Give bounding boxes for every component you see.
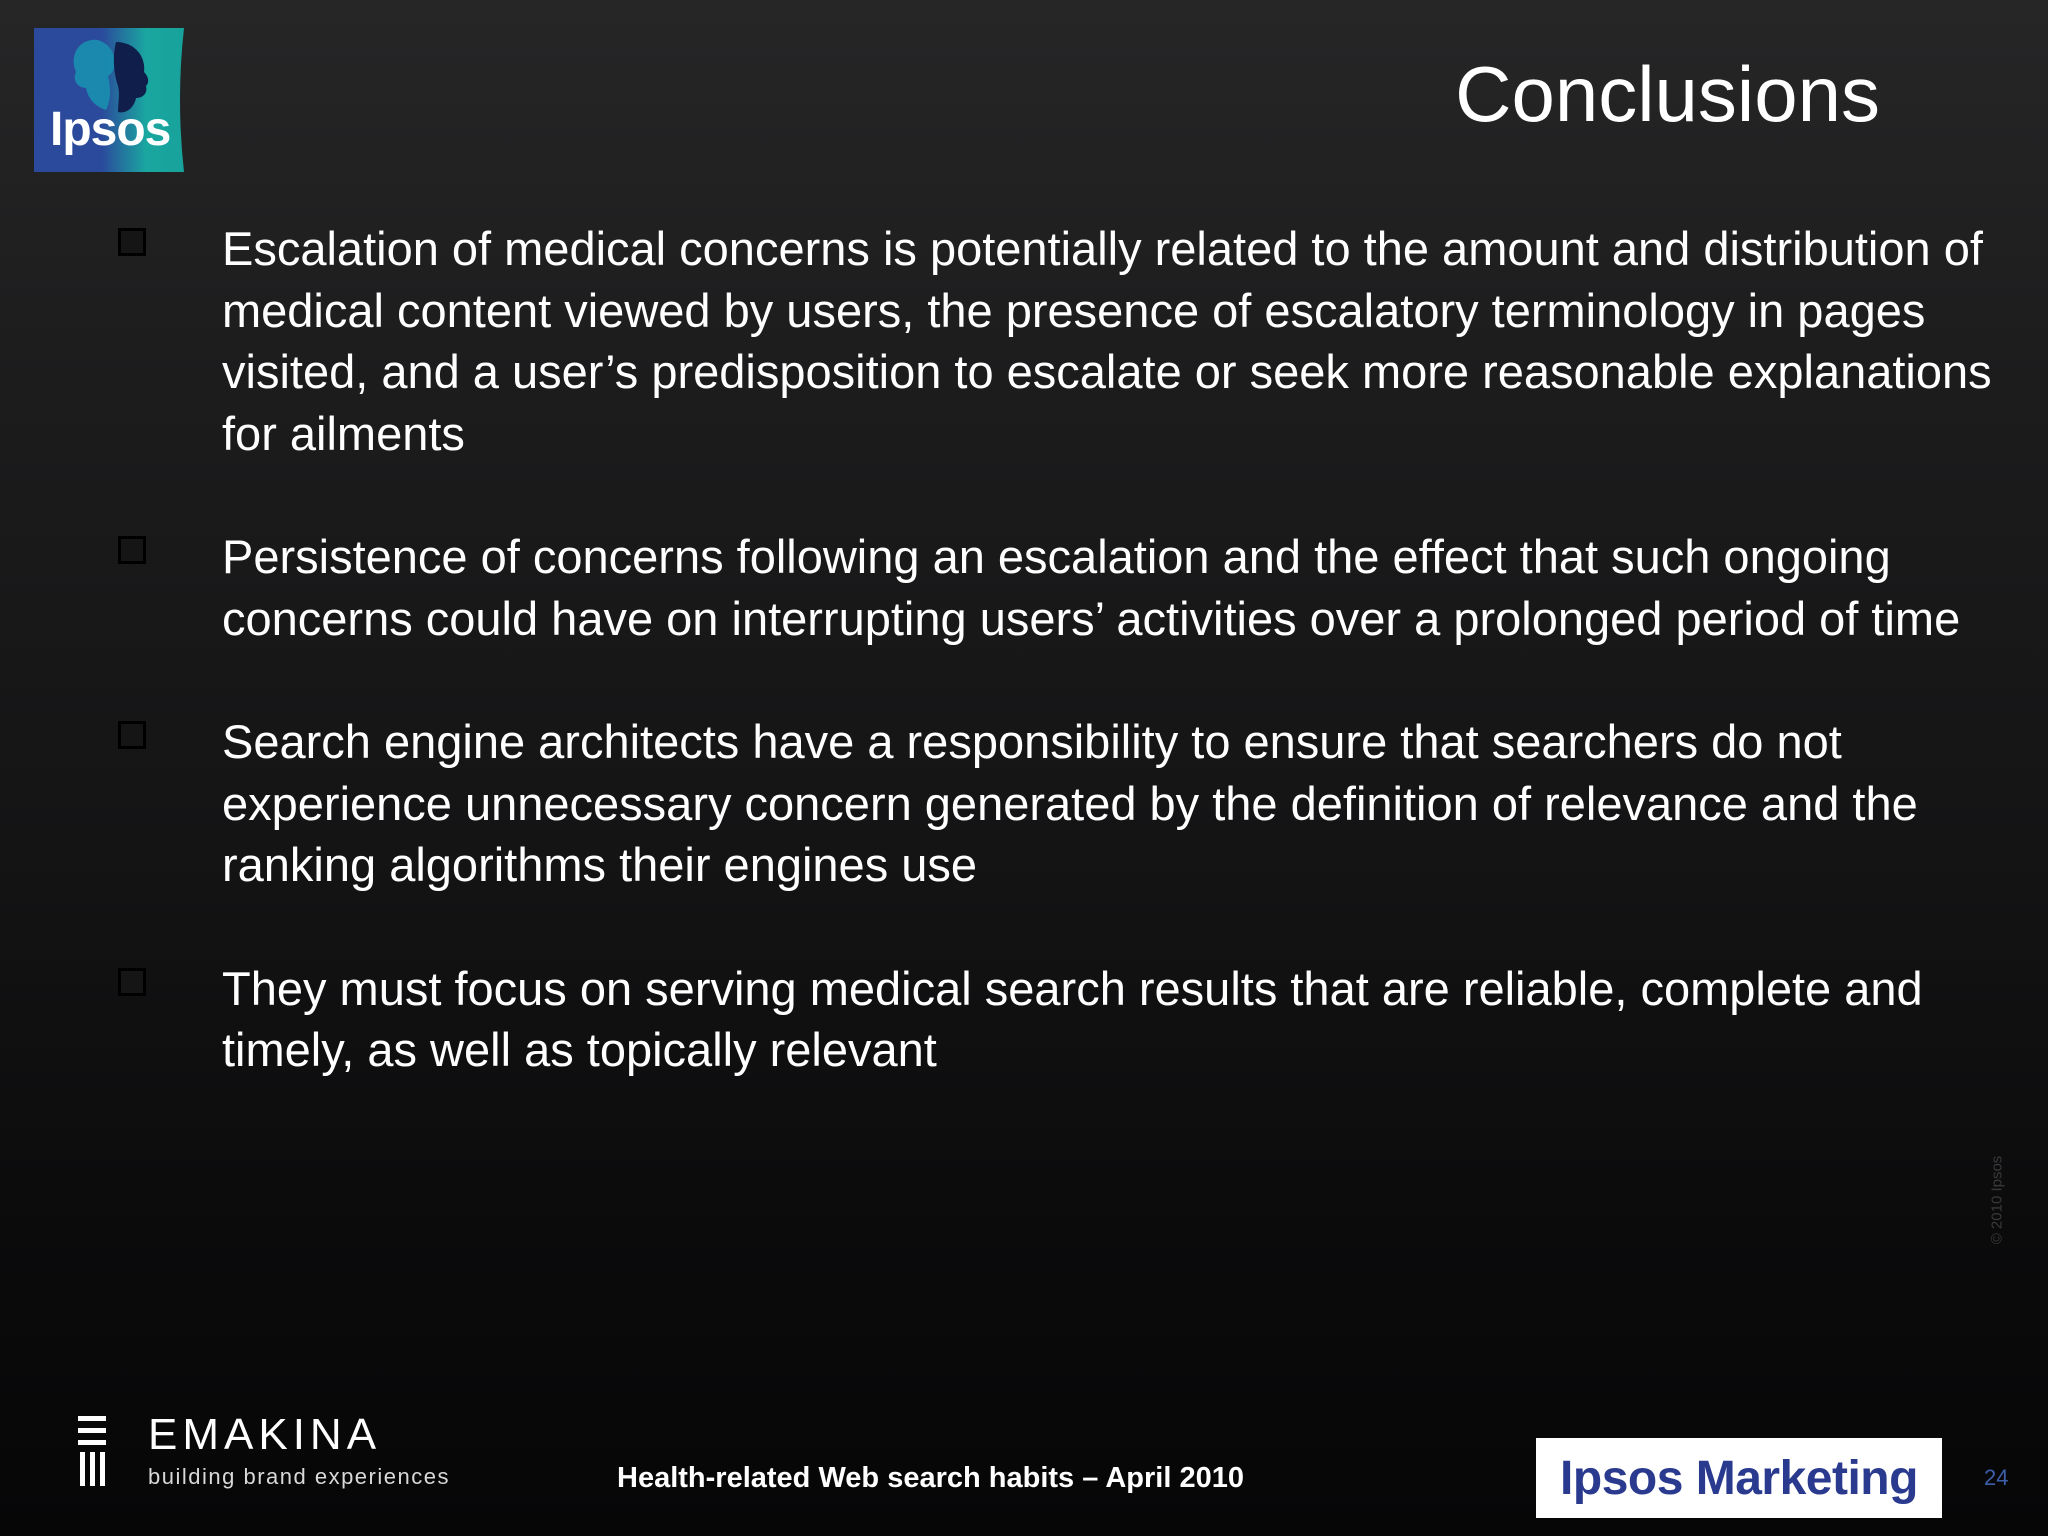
emakina-name: EMAKINA (148, 1410, 382, 1459)
ipsos-logo-text: Ipsos (50, 103, 171, 156)
bullet-text: Persistence of concerns following an escalation and the effect that such ongoing concerns could have on interrupting users’ activities over a prolonged period of time (222, 530, 1961, 645)
checkbox-bullet-icon (118, 968, 148, 998)
footer-title: Health-related Web search habits – April 2010 (617, 1462, 1244, 1494)
emakina-tagline: building brand experiences (148, 1464, 450, 1489)
ipsos-marketing-logo (1536, 1438, 1942, 1518)
bullet-item (112, 526, 1992, 649)
copyright-text: © 2010 Ipsos (1988, 1155, 2006, 1245)
bullet-item (112, 958, 1992, 1081)
ipsos-marketing-text: Ipsos Marketing (1560, 1451, 1918, 1505)
bullet-text: They must focus on serving medical search results that are reliable, complete and timely, as well as topically relevant (222, 961, 1923, 1076)
bullet-text: Search engine architects have a responsibility to ensure that searchers do not experience unnecessary concern generated by the definition of relevance and the ranking algorithms their engines use (222, 715, 1918, 891)
copyright-notice (1986, 1130, 2008, 1270)
emakina-mark-icon (78, 1416, 110, 1488)
checkbox-bullet-icon (118, 536, 148, 566)
checkbox-bullet-icon (118, 228, 148, 258)
ipsos-logo (34, 28, 187, 172)
bullet-text: Escalation of medical concerns is potentially related to the amount and distribution of medical content viewed by users, the presence of escalatory terminology in pages visited, and a user’s predisposition to escalate or seek more reasonable explanations for ailments (222, 222, 1992, 460)
emakina-logo (78, 1410, 458, 1490)
checkbox-bullet-icon (118, 721, 148, 751)
slide-title: Conclusions (1455, 50, 1880, 138)
bullet-item (112, 711, 1992, 896)
page-number: 24 (1984, 1465, 2009, 1490)
bullet-list (112, 218, 1992, 1143)
bullet-item (112, 218, 1992, 464)
